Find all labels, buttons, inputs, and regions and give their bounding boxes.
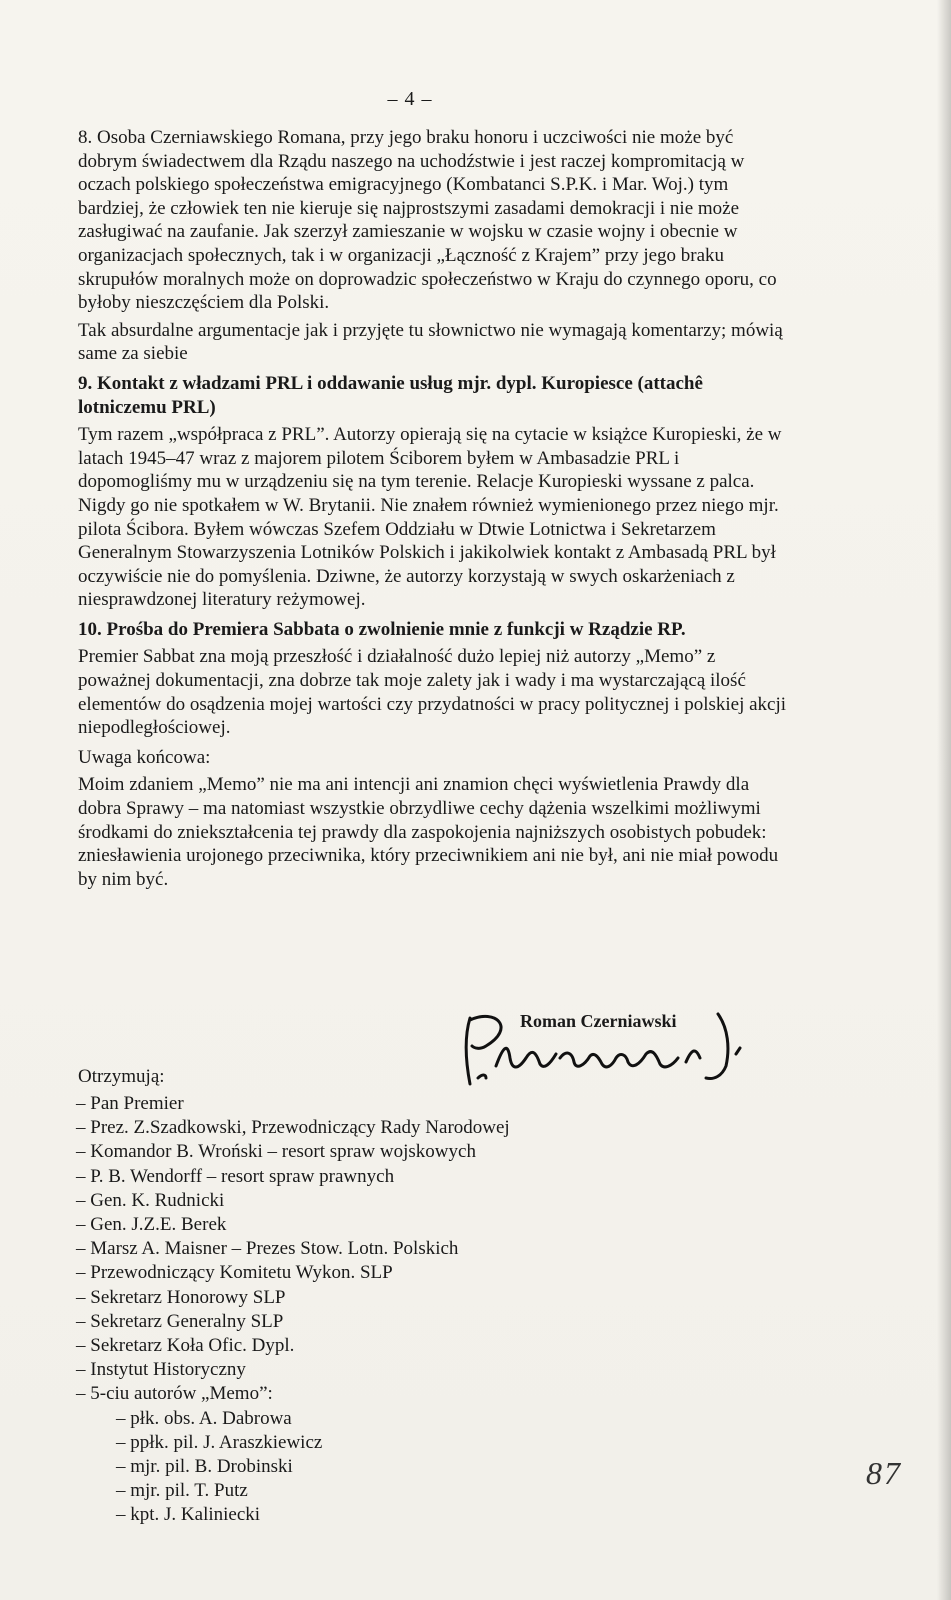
recipient-item: – Sekretarz Honorowy SLP <box>76 1286 286 1308</box>
recipient-item: – Przewodniczący Komitetu Wykon. SLP <box>76 1262 393 1284</box>
recipient-item: – P. B. Wendorff – resort spraw prawnych <box>76 1165 395 1187</box>
paper-edge-shadow <box>937 0 951 1600</box>
closing-remark <box>78 746 788 892</box>
recipient-item: – 5-ciu autorów „Memo”: <box>76 1383 273 1405</box>
page-number: – 4 – <box>387 88 433 110</box>
memo-author-item: – kpt. J. Kaliniecki <box>116 1504 261 1526</box>
recipient-item: – Sekretarz Generalny SLP <box>76 1310 284 1332</box>
handwritten-signature <box>456 1008 756 1088</box>
point-10 <box>78 618 788 740</box>
signer-name: Roman Czerniawski <box>520 1011 677 1031</box>
point-8 <box>78 126 788 366</box>
point-10-heading: 10. Prośba do Premiera Sabbata o zwolnienie mnie z funkcji w Rządzie RP. <box>78 618 686 640</box>
recipient-item: – Pan Premier <box>76 1093 184 1114</box>
recipient-item: – Gen. J.Z.E. Berek <box>76 1214 227 1236</box>
recipient-item: – Prez. Z.Szadkowski, Przewodniczący Rady Narodowej <box>76 1117 510 1139</box>
point-9 <box>78 372 788 612</box>
recipient-item: – Komandor B. Wroński – resort spraw wojskowych <box>76 1141 476 1163</box>
memo-author-item: – mjr. pil. T. Putz <box>116 1480 248 1502</box>
point-9-paragraph: Tym razem „współpraca z PRL”. Autorzy opierają się na cytacie w książce Kuropieski, że w latach 1945–47 wraz z majorem pilotem Ściborem byłem w Ambasadzie PRL i dopomogliśmy mu w urządzeniu się na tym terenie. Relacje Kuropieski wyssane z palca. Nigdy go nie spotkałem w W. Brytanii. Nie znałem również wymienionego przez niego mjr. pilota Ścibora. Byłem wówczas Szefem Oddziału w Dtwie Lotnictwa i Sekretarzem Generalnym Stowarzyszenia Lotników Polskich i jakikolwiek kontakt z Ambasadą PRL był oczywiście nie do pomyślenia. Dziwne, że autorzy korzystają w swych oskarżeniach z niesprawdzonej literatury reżymowej. <box>78 424 782 611</box>
point-10-paragraph: Premier Sabbat zna moją przeszłość i działalność dużo lepiej niż autorzy „Memo” z poważnej dokumentacji, zna dobrze tak moje zalety jak i wady i ma wystarczającą ilość elementów do osądzenia mojej wartości czy przydatności w pracy politycznej i polskiej akcji niepodległościowej. <box>78 646 787 739</box>
recipients-list <box>76 1092 676 1528</box>
point-8-paragraph-1: 8. Osoba Czerniawskiego Romana, przy jego braku honoru i uczciwości nie może być dobrym świadectwem dla Rządu naszego na uchodźstwie i jest raczej kompromitacją w oczach polskiego społeczeństwa emigracyjnego (Kombatanci S.P.K. i Mar. Woj.) tym bardziej, że człowiek ten nie kieruje się najprostszymi zasadami demokracji i nie może zasługiwać na zaufanie. Jak szerzył zamieszanie w wojsku w czasie wojny i obecnie w organizacjach społecznych, tak i w organizacji „Łączność z Krajem” przy jego braku skrupułów moralnych może on doprowadzic społeczeństwo w Kraju do czynnego oporu, co byłoby nieszczęściem dla Polski. <box>78 127 777 314</box>
recipient-item: – Sekretarz Koła Ofic. Dypl. <box>76 1335 295 1357</box>
memo-author-item: – mjr. pil. B. Drobinski <box>116 1456 293 1478</box>
recipient-item: – Instytut Historyczny <box>76 1359 246 1381</box>
point-9-heading: 9. Kontakt z władzami PRL i oddawanie usług mjr. dypl. Kuropiesce (attachê lotniczemu PRL) <box>78 372 703 418</box>
point-8-paragraph-2: Tak absurdalne argumentacje jak i przyjęte tu słownictwo nie wymagają komentarzy; mówią same za siebie <box>78 319 783 365</box>
closing-text: Moim zdaniem „Memo” nie ma ani intencji ani znamion chęci wyświetlenia Prawdy dla dobra Sprawy – ma natomiast wszystkie obrzydliwe cechy dążenia wszelkimi możliwymi środkami do zniekształcenia tej prawdy dla zaspokojenia najniższych osobistych pobudek: zniesławienia urojonego przeciwnika, który przeciwnikiem ani nie był, ani nie miał powodu by nim być. <box>78 774 779 890</box>
closing-label: Uwaga końcowa: <box>78 746 211 768</box>
memo-author-item: – płk. obs. A. Dabrowa <box>116 1407 292 1429</box>
recipient-item: – Marsz A. Maisner – Prezes Stow. Lotn. Polskich <box>76 1238 459 1260</box>
recipients-label: Otrzymują: <box>78 1066 165 1087</box>
handwritten-page-note: 87 <box>866 1455 902 1491</box>
document-body <box>78 120 788 895</box>
recipient-item: – Gen. K. Rudnicki <box>76 1189 225 1211</box>
memo-author-item: – ppłk. pil. J. Araszkiewicz <box>116 1431 323 1453</box>
